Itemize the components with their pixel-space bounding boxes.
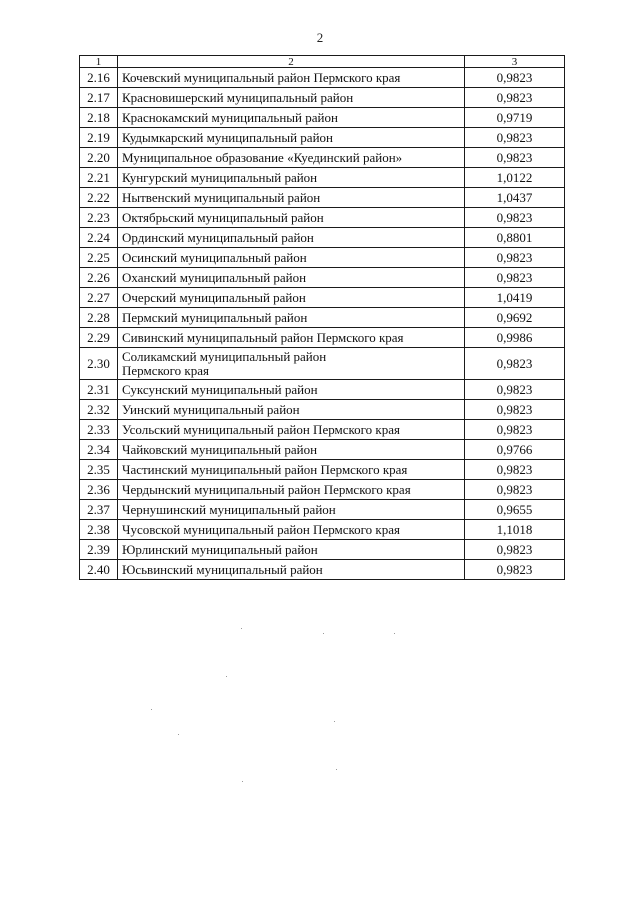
table-row — [80, 148, 565, 168]
row-value: 1,0122 — [465, 168, 565, 188]
row-name-line-2: Пермского края — [122, 362, 209, 378]
table-row — [80, 400, 565, 420]
row-number: 2.34 — [80, 440, 118, 460]
row-number: 2.33 — [80, 420, 118, 440]
row-value: 0,8801 — [465, 228, 565, 248]
page-number: 2 — [316, 30, 324, 45]
row-number: 2.21 — [80, 168, 118, 188]
table-row — [80, 500, 565, 520]
row-value: 0,9655 — [465, 500, 565, 520]
row-name: Суксунский муниципальный район — [118, 380, 465, 400]
row-name: Усольский муниципальный район Пермского края — [118, 420, 465, 440]
table-row — [80, 540, 565, 560]
table-row — [80, 248, 565, 268]
coefficients-table — [79, 55, 565, 580]
row-name: Осинский муниципальный район — [118, 248, 465, 268]
scan-speck — [151, 709, 152, 710]
table-row — [80, 228, 565, 248]
row-number: 2.27 — [80, 288, 118, 308]
row-value: 0,9823 — [465, 68, 565, 88]
table-row — [80, 560, 565, 580]
scan-speck — [241, 628, 242, 629]
row-number: 2.39 — [80, 540, 118, 560]
row-value: 0,9823 — [465, 128, 565, 148]
row-name: Кунгурский муниципальный район — [118, 168, 465, 188]
table-row — [80, 68, 565, 88]
row-name: Частинский муниципальный район Пермского края — [118, 460, 465, 480]
table-row — [80, 268, 565, 288]
row-value: 0,9823 — [465, 540, 565, 560]
row-name: Уинский муниципальный район — [118, 400, 465, 420]
row-value: 0,9823 — [465, 400, 565, 420]
column-header-1: 1 — [80, 56, 118, 68]
row-number: 2.28 — [80, 308, 118, 328]
row-value: 0,9823 — [465, 480, 565, 500]
row-value: 0,9823 — [465, 560, 565, 580]
row-number: 2.26 — [80, 268, 118, 288]
table-header — [80, 56, 565, 68]
table-row — [80, 480, 565, 500]
row-value: 0,9823 — [465, 348, 565, 380]
row-value: 1,0419 — [465, 288, 565, 308]
row-number: 2.31 — [80, 380, 118, 400]
row-value: 0,9823 — [465, 208, 565, 228]
row-name: Чердынский муниципальный район Пермского края — [118, 480, 465, 500]
table-row — [80, 108, 565, 128]
row-name: Юсьвинский муниципальный район — [118, 560, 465, 580]
row-number: 2.32 — [80, 400, 118, 420]
scan-speck — [394, 633, 395, 634]
column-header-2: 2 — [118, 56, 465, 68]
header-row — [80, 56, 565, 68]
row-number: 2.25 — [80, 248, 118, 268]
row-name: Очерский муниципальный район — [118, 288, 465, 308]
row-value: 0,9823 — [465, 420, 565, 440]
row-number: 2.29 — [80, 328, 118, 348]
scan-speck — [336, 769, 337, 770]
row-name: Краснокамский муниципальный район — [118, 108, 465, 128]
row-number: 2.23 — [80, 208, 118, 228]
row-number: 2.18 — [80, 108, 118, 128]
row-number: 2.40 — [80, 560, 118, 580]
row-value: 0,9823 — [465, 148, 565, 168]
row-value: 1,0437 — [465, 188, 565, 208]
row-value: 1,1018 — [465, 520, 565, 540]
row-number: 2.22 — [80, 188, 118, 208]
scan-speck — [323, 633, 324, 634]
scan-speck — [226, 676, 227, 677]
row-value: 0,9823 — [465, 460, 565, 480]
row-value: 0,9823 — [465, 88, 565, 108]
row-name: Красновишерский муниципальный район — [118, 88, 465, 108]
row-number: 2.20 — [80, 148, 118, 168]
row-name: Чернушинский муниципальный район — [118, 500, 465, 520]
row-name: Пермский муниципальный район — [118, 308, 465, 328]
table-row — [80, 348, 565, 380]
table-row — [80, 288, 565, 308]
row-name-line-1: Соликамский муниципальный район — [122, 348, 327, 364]
table-row — [80, 308, 565, 328]
row-number: 2.37 — [80, 500, 118, 520]
table-body — [80, 68, 565, 580]
row-number: 2.35 — [80, 460, 118, 480]
table-row — [80, 328, 565, 348]
row-value: 0,9823 — [465, 268, 565, 288]
table-row — [80, 128, 565, 148]
scan-speck — [334, 721, 335, 722]
table-row — [80, 440, 565, 460]
row-number: 2.16 — [80, 68, 118, 88]
row-name — [118, 348, 465, 380]
row-name: Чусовской муниципальный район Пермского края — [118, 520, 465, 540]
row-name: Муниципальное образование «Куединский район» — [118, 148, 465, 168]
row-name: Оханский муниципальный район — [118, 268, 465, 288]
row-value: 0,9823 — [465, 248, 565, 268]
table-row — [80, 380, 565, 400]
table-row — [80, 88, 565, 108]
row-number: 2.24 — [80, 228, 118, 248]
row-number: 2.30 — [80, 348, 118, 380]
scan-speck — [178, 734, 179, 735]
row-value: 0,9692 — [465, 308, 565, 328]
column-header-3: 3 — [465, 56, 565, 68]
row-name: Юрлинский муниципальный район — [118, 540, 465, 560]
row-name: Ординский муниципальный район — [118, 228, 465, 248]
row-name: Кудымкарский муниципальный район — [118, 128, 465, 148]
row-number: 2.36 — [80, 480, 118, 500]
row-number: 2.19 — [80, 128, 118, 148]
table-row — [80, 208, 565, 228]
table-row — [80, 460, 565, 480]
table-row — [80, 168, 565, 188]
row-name: Сивинский муниципальный район Пермского края — [118, 328, 465, 348]
row-value: 0,9766 — [465, 440, 565, 460]
table-row — [80, 520, 565, 540]
table-row — [80, 188, 565, 208]
row-number: 2.17 — [80, 88, 118, 108]
row-name: Нытвенский муниципальный район — [118, 188, 465, 208]
row-number: 2.38 — [80, 520, 118, 540]
row-name: Кочевский муниципальный район Пермского края — [118, 68, 465, 88]
row-value: 0,9719 — [465, 108, 565, 128]
row-value: 0,9986 — [465, 328, 565, 348]
table-row — [80, 420, 565, 440]
row-name: Октябрьский муниципальный район — [118, 208, 465, 228]
row-value: 0,9823 — [465, 380, 565, 400]
row-name: Чайковский муниципальный район — [118, 440, 465, 460]
scan-speck — [242, 781, 243, 782]
